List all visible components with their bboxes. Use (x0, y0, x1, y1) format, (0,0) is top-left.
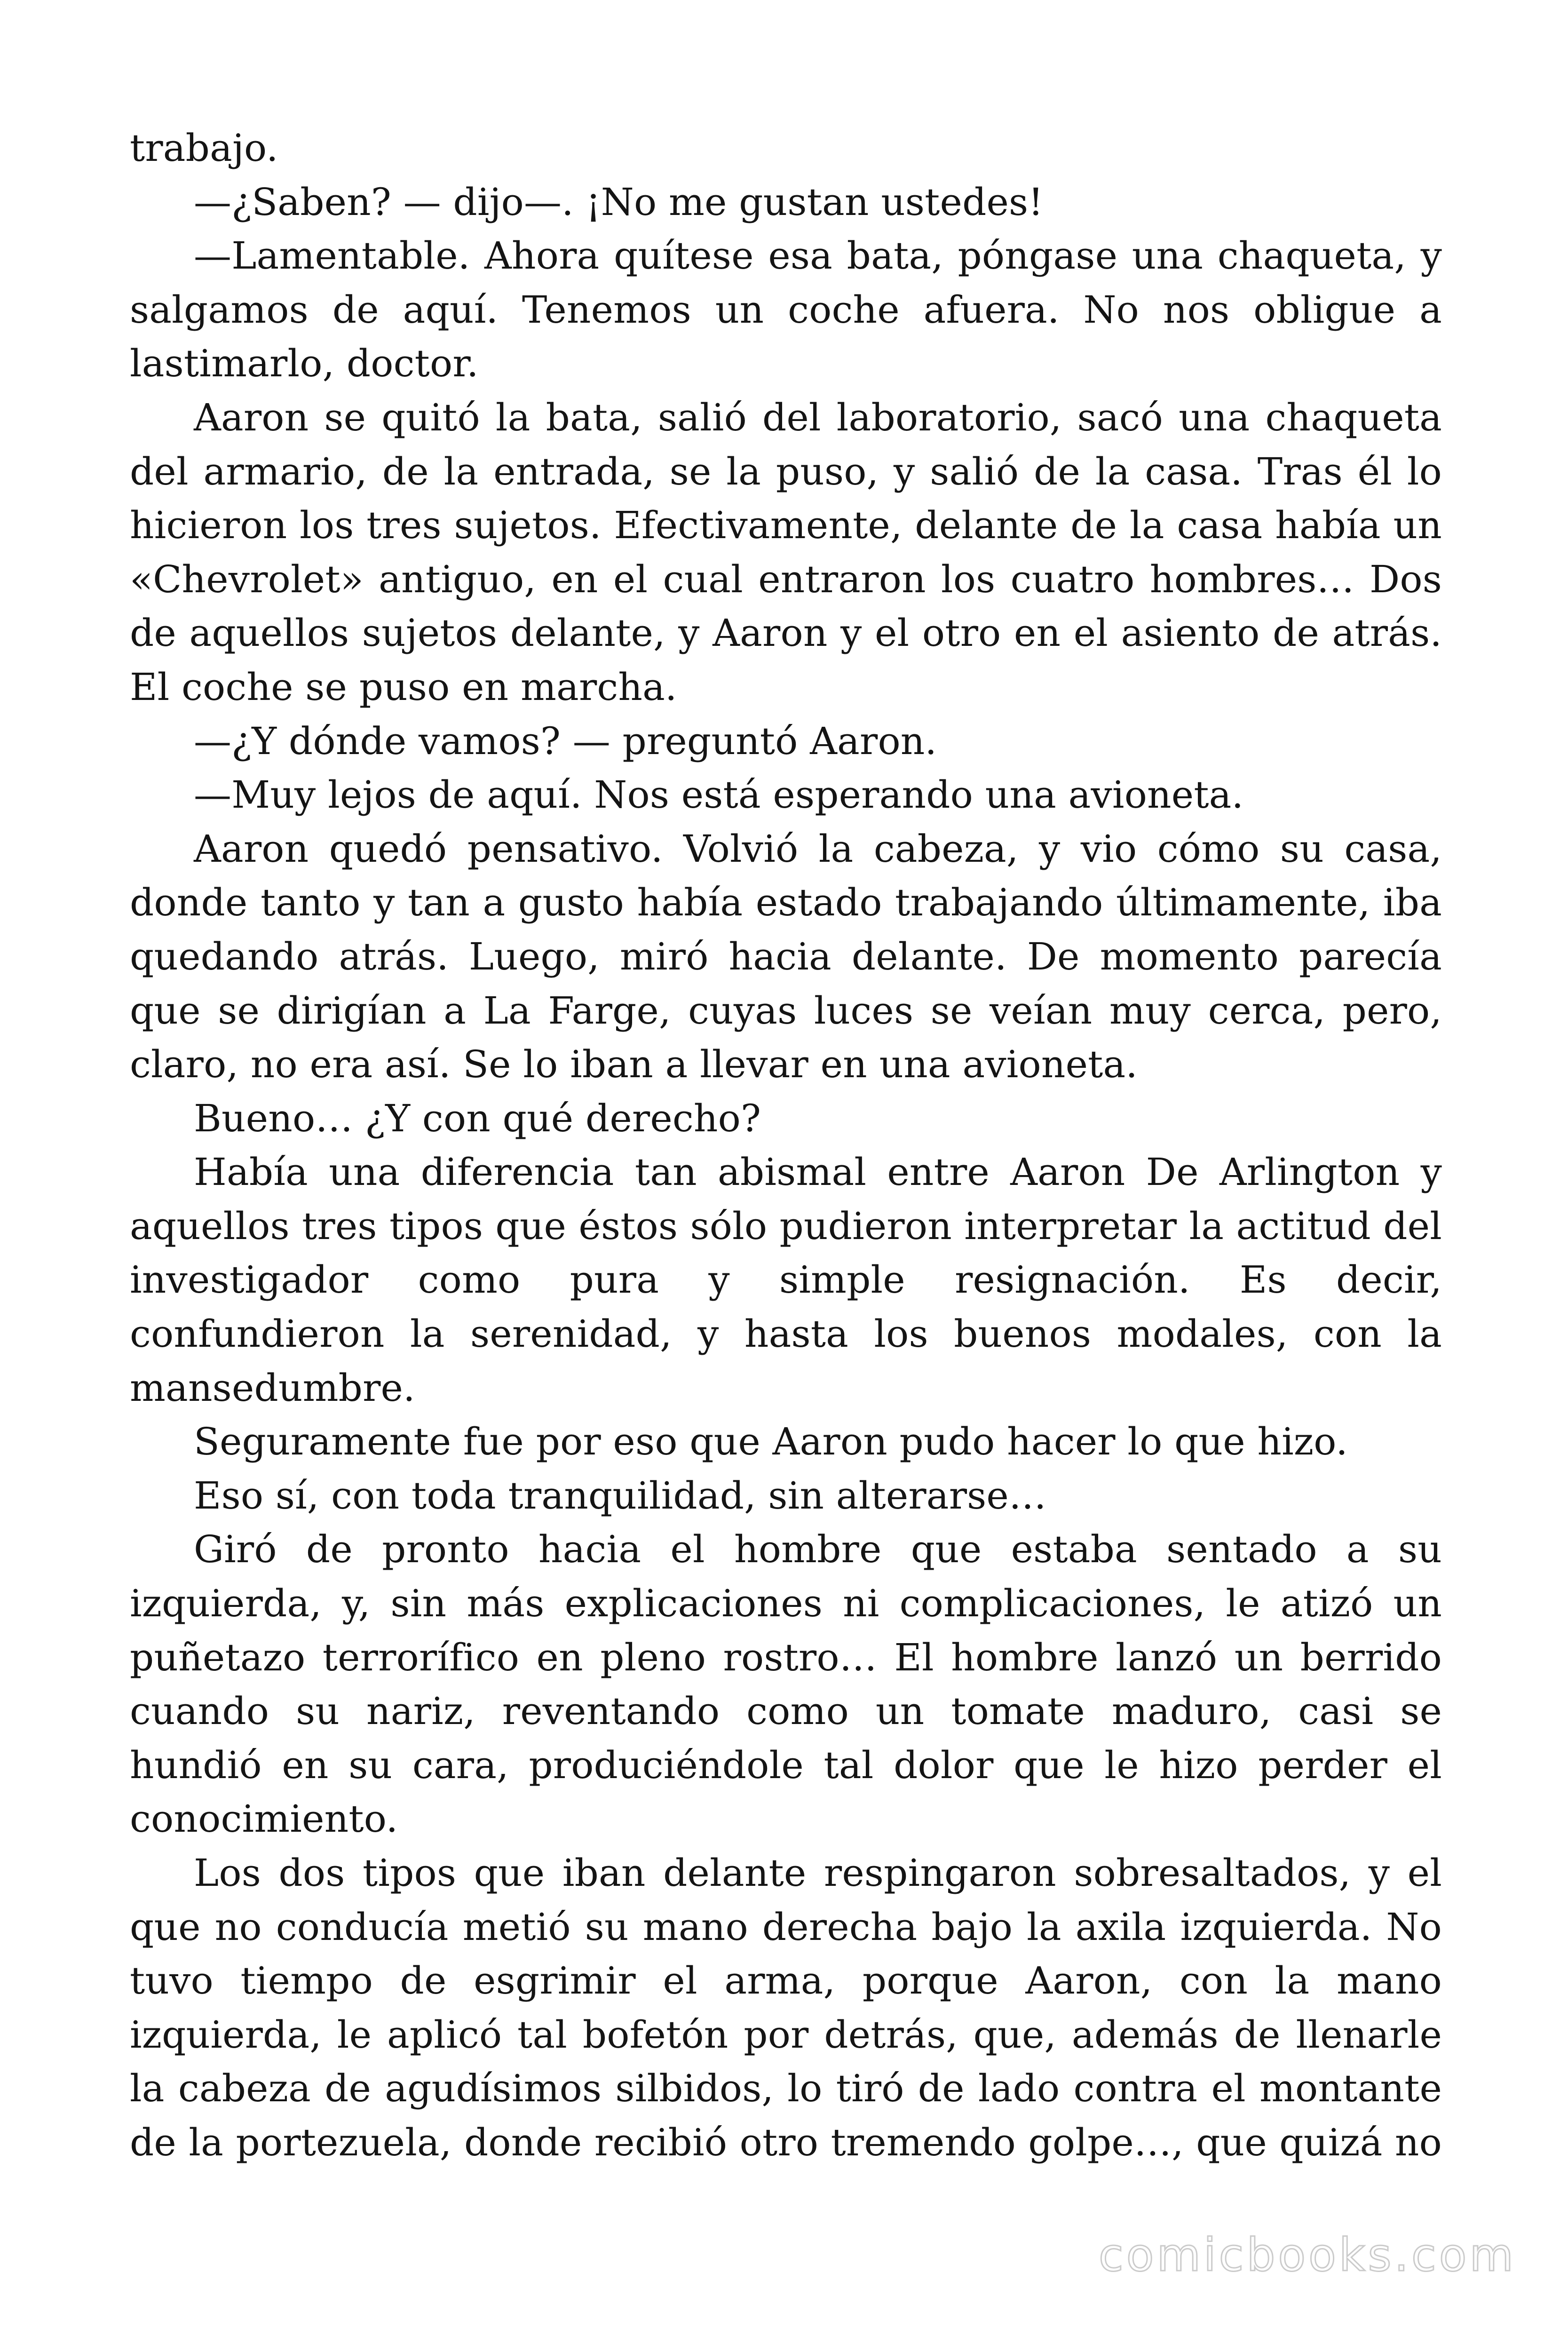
paragraph-3: —Lamentable. Ahora quítese esa bata, póngase una chaqueta, y salgamos de aquí. Tenemos un coche afuera. No nos obligue a lastimarlo, doctor. (130, 234, 1442, 386)
paragraph-7: Aaron quedó pensativo. Volvió la cabeza, y vio cómo su casa, donde tanto y tan a gusto había estado trabajando últimamente, iba quedando atrás. Luego, miró hacia delante. De momento parecía que se dirigían a La Farge, cuyas luces se veían muy cerca, pero, claro, no era así. Se lo iban a llevar en una avioneta. (130, 826, 1442, 1087)
paragraph-9: Había una diferencia tan abismal entre Aaron De Arlington y aquellos tres tipos que éstos sólo pudieron interpretar la actitud del investigador como pura y simple resignación. Es decir, confundieron la serenidad, y hasta los buenos modales, con la mansedumbre. (130, 1150, 1442, 1410)
paragraph-12: Giró de pronto hacia el hombre que estaba sentado a su izquierda, y, sin más explicaciones ni complicaciones, le atizó un puñetazo terrorífico en pleno rostro… El hombre lanzó un berrido cuando su nariz, reventando como un tomate maduro, casi se hundió en su cara, produciéndole tal dolor que le hizo perder el conocimiento. (130, 1527, 1442, 1841)
watermark: comicbooks.com (1098, 2229, 1516, 2281)
paragraph-1: trabajo. (130, 126, 278, 170)
paragraph-10: Seguramente fue por eso que Aaron pudo hacer lo que hizo. (194, 1420, 1348, 1464)
paragraph-5: —¿Y dónde vamos? — preguntó Aaron. (194, 719, 937, 763)
book-page-text (130, 121, 1442, 2257)
paragraph-11: Eso sí, con toda tranquilidad, sin alterarse… (194, 1473, 1047, 1518)
paragraph-13: Los dos tipos que iban delante respingaron sobresaltados, y el que no conducía metió su mano derecha bajo la axila izquierda. No tuvo tiempo de esgrimir el arma, porque Aaron, con la mano izquierda, le aplicó tal bofetón por detrás, que, además de llenarle la cabeza de agudísimos silbidos, lo tiró de lado contra el montante de la portezuela, donde recibió otro tremendo golpe…, que quizá no (130, 1851, 1442, 2164)
paragraph-2: —¿Saben? — dijo—. ¡No me gustan ustedes! (194, 180, 1044, 224)
paragraph-4: Aaron se quitó la bata, salió del laboratorio, sacó una chaqueta del armario, de la entrada, se la puso, y salió de la casa. Tras él lo hicieron los tres sujetos. Efectivamente, delante de la casa había un «Chevrolet» antiguo, en el cual entraron los cuatro hombres… Dos de aquellos sujetos delante, y Aaron y el otro en el asiento de atrás. El coche se puso en marcha. (130, 395, 1442, 709)
paragraph-8: Bueno… ¿Y con qué derecho? (194, 1096, 761, 1140)
paragraph-6: —Muy lejos de aquí. Nos está esperando una avioneta. (194, 773, 1244, 817)
